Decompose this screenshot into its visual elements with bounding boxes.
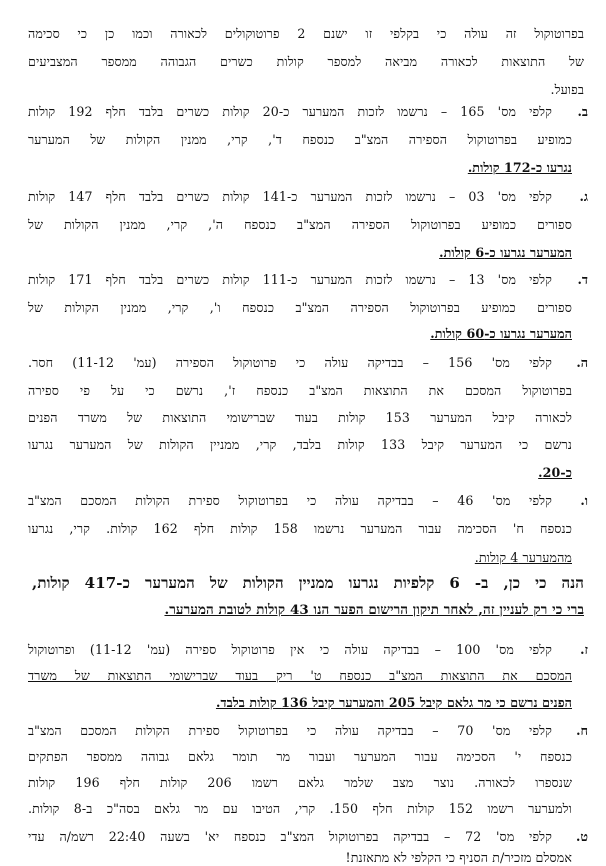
item-line: קלפי מס' 100 – בבדיקה עולה כי אין פרוטוקול ספירה (עמ' 11-12) ופרוטוקול [28, 642, 552, 657]
intro-line-1: בפרוטוקול זה עולה כי בקלפי זו ישנם 2 פרוטוקולים לכאורה וכמו כן כי סכימה [28, 26, 585, 41]
item-line-emphasis: הפנים נרשם כי מר גלאם קיבל 205 והמערער קיבל 136 קולות בלבד. [215, 695, 572, 710]
item-line: ספורים כמופיע בפרוטוקול הספירה המצ"ב כנספח ו', קרי, ממנין הקולות של [28, 300, 572, 315]
item-line-emphasis: מהמערער 4 קולות. [474, 550, 572, 565]
item-line: כנספח י' הסכימה עבור המערער ועבור מר תומר גלאם גבוהה ממספר הפתקים [28, 749, 572, 764]
item-line: שנספרו לכאורה. נוצר מצב שלמר גלאם רשמו 206 קולות חלף 196 קולות [28, 775, 573, 790]
item-line: ולמערער רשמו 152 קולות חלף 150. קרי, הטיבו עם מר גלאם בסה"כ ב-8 קולות. [28, 801, 572, 816]
item-line: בפרוטוקול המסכם את התוצאות המצ"ב כנספח ז', נרשם כי על פי ספירה [28, 383, 572, 398]
item-line: קלפי מס' 72 – בבדיקה בפרוטוקול המצ"ב כנספח יא' בשעה 22:40 רשמ/ה עדי [28, 829, 552, 844]
item-marker: ב. [577, 104, 588, 119]
item-line-emphasis: המערער נגרעו כ-6 קולות. [439, 245, 572, 260]
summary-line-1: הנה כי כן, ב- 6 קלפיות נגרעו ממניין הקולות של המערער כ-417 קולות, [32, 574, 584, 592]
intro-line-3: בפועל. [550, 82, 584, 97]
item-marker: ט. [576, 829, 588, 844]
item-marker: ד. [577, 272, 588, 287]
item-line: קלפי מס' 165 – נרשמו לזכות המערער כ-20 קולות כשרים בלבד חלף 192 קולות [28, 104, 553, 119]
item-line: כמופיע בפרוטוקול הספירה המצ"ב כנספח ד', קרי, ממנין הקולות של המערער [28, 132, 572, 147]
item-line: כנספח ח' הסכימה עבור המערער נרשמו 158 קולות חלף 162 קולות. קרי, נגרעו [28, 521, 573, 536]
item-marker: ז. [580, 642, 588, 657]
item-line: קלפי מס' 13 – נרשמו לזכות המערער כ-111 קולות כשרים בלבד חלף 171 קולות [28, 272, 553, 287]
item-line: קלפי מס' 156 – בבדיקה עולה כי פרוטוקול הספירה (עמ' 11-12) חסר. [28, 355, 553, 370]
item-line-emphasis: נגרעו כ-172 קולות. [467, 160, 572, 175]
item-line-emphasis: המערער נגרעו כ-60 קולות. [430, 326, 572, 341]
item-line: אמסלם מזכיר/ת הסניף כי הקלפי לא מתאזנת! [345, 850, 572, 865]
item-line: המסכם את התוצאות המצ"ב כנספח ט' ריק בעוד שברישומי התוצאות של משרד [28, 668, 572, 683]
item-marker: ה. [576, 355, 588, 370]
item-line: קלפי מס' 70 – בבדיקה עולה כי בפרוטוקול ספירת הקולות המסכם המצ"ב [28, 723, 552, 738]
intro-line-2: של התוצאות לכאורה מביאה למספר קולות כשרים הגבוהה ממספר המצביעים [28, 54, 584, 69]
item-marker: ג. [579, 189, 588, 204]
summary-line-2: ברי כי רק לעניין זה, לאחר תיקון הרישום הפער הנו 43 קולות לטובת המערער. [164, 602, 584, 618]
item-line: קלפי מס' 46 – בבדיקה עולה כי בפרוטוקול ספירת הקולות המסכם המצ"ב [28, 493, 552, 508]
item-line: נרשם כי המערער קיבל 133 קולות בלבד, קרי, ממניין הקולות של המערער נגרעו [28, 437, 572, 452]
item-line-emphasis: כ-20. [538, 465, 572, 480]
item-marker: ו. [580, 493, 588, 508]
item-line: ספורים כמופיע בפרוטוקול הספירה המצ"ב כנספח ה', קרי, ממנין הקולות של [28, 217, 572, 232]
item-line: קלפי מס' 03 – נרשמו לזכות המערער כ-141 קולות כשרים בלבד חלף 147 קולות [28, 189, 553, 204]
item-line: לכאורה קיבל המערער 153 קולות בעוד שברישומי התוצאות של משרד הפנים [28, 410, 572, 425]
item-marker: ח. [576, 723, 588, 738]
